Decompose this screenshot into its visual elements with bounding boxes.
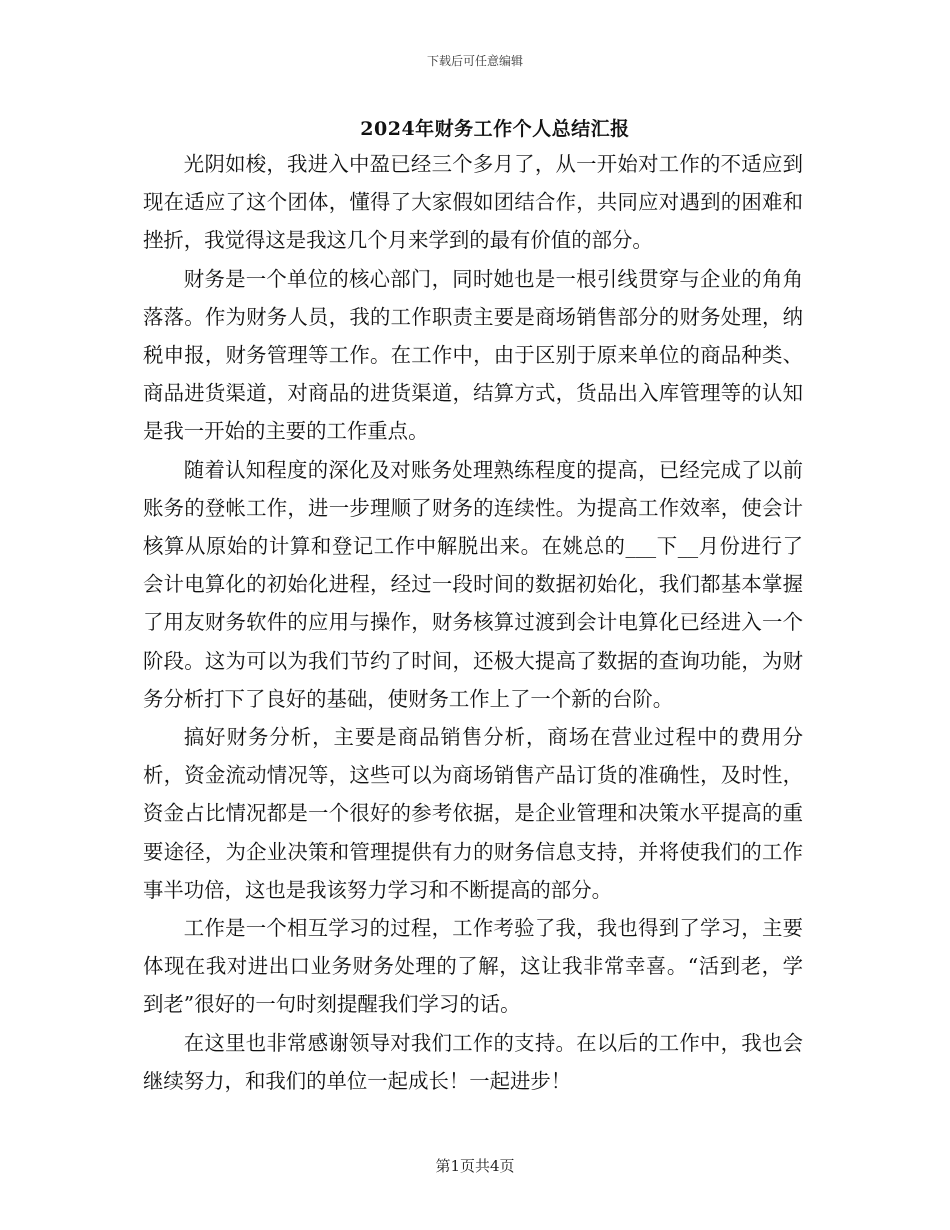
page-header-note: 下载后可任意编辑 bbox=[426, 54, 523, 68]
paragraph: 随着认知程度的深化及对账务处理熟练程度的提高，已经完成了以前账务的登帐工作，进一步理顺了财务的连续性。为提高工作效率，使会计核算从原始的计算和登记工作中解脱出来。在姚总的___下__月份进行了会计电算化的初始化进程，经过一段时间的数据初始化，我们都基本掌握了用友财务软件的应用与操作，财务核算过渡到会计电算化已经进入一个阶段。这为可以为我们节约了时间，还极大提高了数据的查询功能，为财务分析打下了良好的基础，使财务工作上了一个新的台阶。 bbox=[143, 457, 803, 711]
paragraph: 光阴如梭，我进入中盈已经三个多月了，从一开始对工作的不适应到现在适应了这个团体，懂得了大家假如团结合作，共同应对遇到的困难和挫折，我觉得这是我这几个月来学到的最有价值的部分。 bbox=[143, 152, 803, 253]
document-title: 2024年财务工作个人总结汇报 bbox=[360, 118, 630, 140]
document-body bbox=[143, 145, 803, 1100]
paragraph: 财务是一个单位的核心部门，同时她也是一根引线贯穿与企业的角角落落。作为财务人员，我的工作职责主要是商场销售部分的财务处理，纳税申报，财务管理等工作。在工作中，由于区别于原来单位的商品种类、商品进货渠道，对商品的进货渠道，结算方式，货品出入库管理等的认知是我一开始的主要的工作重点。 bbox=[143, 266, 803, 444]
paragraph: 在这里也非常感谢领导对我们工作的支持。在以后的工作中，我也会继续努力，和我们的单位一起成长！一起进步！ bbox=[143, 1030, 803, 1093]
page-number: 第1页共4页 bbox=[435, 1157, 515, 1175]
paragraph: 搞好财务分析，主要是商品销售分析，商场在营业过程中的费用分析，资金流动情况等，这些可以为商场销售产品订货的准确性，及时性，资金占比情况都是一个很好的参考依据，是企业管理和决策水平提高的重要途径，为企业决策和管理提供有力的财务信息支持，并将使我们的工作事半功倍，这也是我该努力学习和不断提高的部分。 bbox=[143, 725, 803, 902]
paragraph: 工作是一个相互学习的过程，工作考验了我，我也得到了学习，主要体现在我对进出口业务财务处理的了解，这让我非常幸喜。“活到老，学到老”很好的一句时刻提醒我们学习的话。 bbox=[143, 916, 803, 1017]
